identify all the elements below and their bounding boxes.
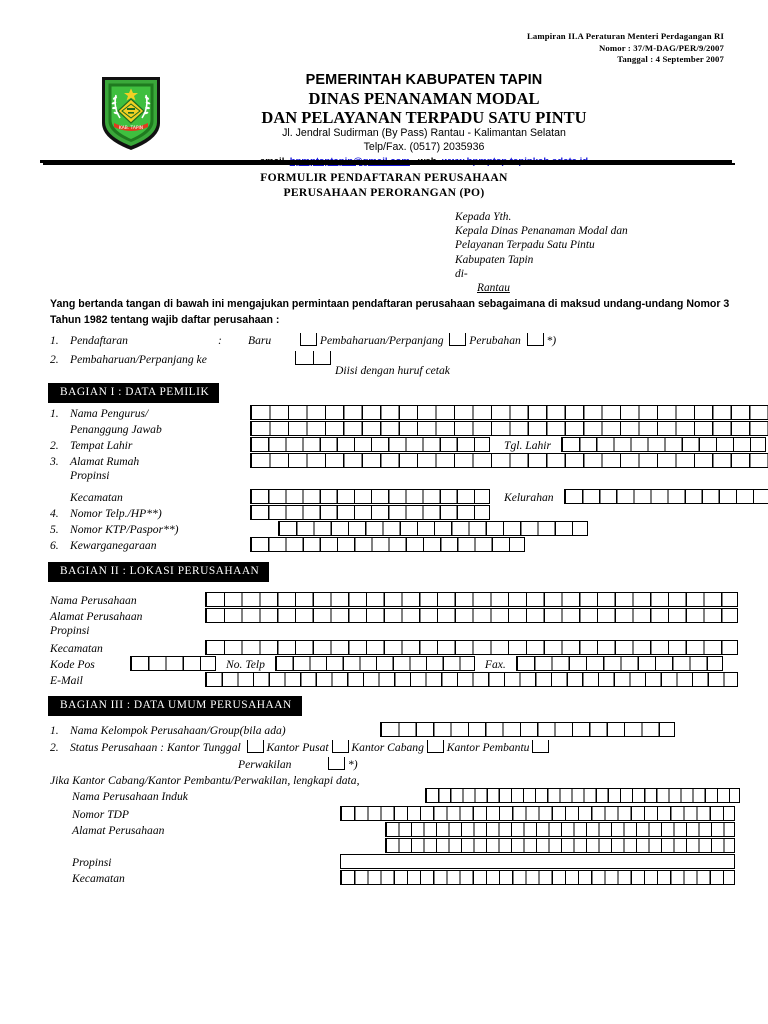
label-kelurahan: Kelurahan — [504, 491, 554, 504]
addressee-line-4: Kabupaten Tapin — [455, 253, 534, 266]
input-nama-perusahaan-induk[interactable] — [425, 788, 740, 803]
label-tempat-lahir: Tempat Lahir — [70, 439, 133, 452]
option-1-footmark: *) — [546, 334, 557, 347]
letterhead-address: Jl. Jendral Sudirman (By Pass) Rantau - Kalimantan Selatan — [282, 127, 566, 139]
form-row-nama-pengurus — [50, 405, 768, 421]
section-3-item-1-number: 1. — [50, 724, 59, 737]
letterhead-line-2: DINAS PENANAMAN MODAL — [308, 89, 540, 108]
company-status-label: Status Perusahaan : — [70, 741, 165, 754]
label-nama-pengurus: Nama Pengurus/ — [70, 407, 149, 420]
letterhead — [40, 72, 728, 160]
label-propinsi: Propinsi — [50, 624, 90, 637]
checkbox-pembaharuan[interactable] — [449, 333, 466, 346]
checkbox-kantor-pusat[interactable] — [332, 740, 349, 753]
form-row-nama-perusahaan — [50, 592, 738, 608]
label-penanggung-jawab: Penanggung Jawab — [70, 423, 162, 436]
status-perwakilan-label: Perwakilan — [238, 758, 292, 771]
input-fax[interactable] — [516, 656, 723, 671]
reference-line-3: Tanggal : 4 September 2007 — [617, 54, 724, 64]
form-row-penanggung-jawab — [50, 421, 768, 437]
form-row-kewarganegaraan — [50, 537, 525, 553]
option-pembaharuan-label: Pembaharuan/Perpanjang — [319, 334, 444, 347]
input-tempat-lahir[interactable] — [250, 437, 490, 452]
input-nomor-telp-hp[interactable] — [250, 505, 490, 520]
input-alamat-perusahaan[interactable] — [205, 608, 738, 623]
form-row-kode-pos — [50, 656, 723, 672]
label-kewarganegaraan: Kewarganegaraan — [70, 539, 157, 552]
letterhead-line-1: PEMERINTAH KABUPATEN TAPIN — [305, 72, 543, 88]
regulation-reference — [527, 31, 724, 66]
form-row-tempat-lahir — [50, 437, 766, 453]
row-number: 1. — [50, 407, 59, 420]
label-alamat-rumah: Alamat Rumah — [70, 455, 140, 468]
row-number: 3. — [50, 455, 59, 468]
company-group-input[interactable] — [380, 722, 675, 737]
input-continuation[interactable] — [385, 838, 735, 853]
label-propinsi: Propinsi — [70, 469, 110, 482]
form-row-alamat-perusahaan — [50, 608, 738, 624]
label-alamat-perusahaan: Alamat Perusahaan — [72, 824, 165, 837]
option-2-number: 2. — [50, 353, 59, 366]
header-divider — [40, 160, 728, 166]
form-row-propinsi — [72, 854, 735, 870]
input-kecamatan[interactable] — [205, 640, 738, 655]
addressee-line-5: di- — [455, 267, 468, 280]
section-1-header: BAGIAN I : DATA PEMILIK — [48, 383, 219, 403]
status-kantor-cabang-label: Kantor Cabang — [351, 741, 424, 754]
label-kode-pos: Kode Pos — [50, 658, 95, 671]
section-3-header: BAGIAN III : DATA UMUM PERUSAHAAN — [48, 696, 302, 716]
kabupaten-tapin-seal-icon — [98, 73, 164, 153]
label-nomor-ktp-paspor: Nomor KTP/Paspor**) — [70, 523, 179, 536]
form-row-continuation — [72, 838, 735, 854]
form-row-nama-perusahaan-induk — [72, 788, 740, 804]
reference-line-2: Nomor : 37/M-DAG/PER/9/2007 — [598, 42, 724, 53]
addressee-line-3: Pelayanan Terpadu Satu Pintu — [455, 239, 595, 252]
input-penanggung-jawab[interactable] — [250, 421, 768, 436]
form-title-line-1: FORMULIR PENDAFTARAN PERUSAHAAN — [260, 171, 508, 184]
input-e-mail[interactable] — [205, 672, 738, 687]
print-instruction-note: Diisi dengan huruf cetak — [335, 364, 450, 377]
registration-type-row — [50, 333, 556, 348]
status-kantor-pusat-label: Kantor Pusat — [266, 741, 329, 754]
section-3-footmark: *) — [347, 758, 358, 771]
input-kode-pos[interactable] — [130, 656, 216, 671]
option-1-label: Pendaftaran — [70, 334, 128, 347]
label-nama-perusahaan-induk: Nama Perusahaan Induk — [72, 790, 188, 803]
status-kantor-tunggal-label: Kantor Tunggal — [166, 741, 241, 754]
form-row-nomor-tdp — [72, 806, 735, 822]
row-number: 5. — [50, 523, 59, 536]
option-perubahan-label: Perubahan — [469, 334, 521, 347]
input-propinsi[interactable] — [340, 854, 735, 869]
label-fax: Fax. — [484, 658, 506, 671]
option-baru-label: Baru — [248, 334, 272, 347]
label-kecamatan: Kecamatan — [70, 491, 123, 504]
renewal-count-row — [50, 351, 331, 367]
input-nama-perusahaan[interactable] — [205, 592, 738, 607]
svg-text:KAB. TAPIN: KAB. TAPIN — [118, 126, 144, 131]
section-2-header: BAGIAN II : LOKASI PERUSAHAAN — [48, 562, 269, 582]
row-number: 4. — [50, 507, 59, 520]
label-kecamatan: Kecamatan — [50, 642, 103, 655]
company-status-row — [50, 740, 549, 755]
input-kewarganegaraan[interactable] — [250, 537, 525, 552]
input-kelurahan[interactable] — [564, 489, 768, 504]
input-nomor-ktp-paspor[interactable] — [278, 521, 588, 536]
label-nomor-telp-hp: Nomor Telp./HP**) — [70, 507, 162, 520]
row-number: 6. — [50, 539, 59, 552]
label-alamat-perusahaan: Alamat Perusahaan — [50, 610, 143, 623]
addressee-line-2: Kepala Dinas Penanaman Modal dan — [455, 225, 628, 238]
form-row-propinsi — [50, 469, 200, 483]
input-no-telp[interactable] — [275, 656, 475, 671]
label-no-telp: No. Telp — [226, 658, 265, 671]
form-title — [40, 170, 728, 200]
label-tgl-lahir: Tgl. Lahir — [504, 439, 552, 452]
form-row-propinsi — [50, 624, 205, 638]
intro-paragraph: Yang bertanda tangan di bawah ini mengajukan permintaan pendaftaran perusahaan sebagaimana di maksud undang-undang Nomor 3 Tahun 1982 tentang wajib daftar perusahaan : — [50, 298, 730, 326]
company-status-row-2 — [238, 757, 358, 772]
form-row-kecamatan — [50, 489, 768, 505]
option-2-label: Pembaharuan/Perpanjang ke — [70, 353, 207, 366]
input-nama-pengurus[interactable] — [250, 405, 768, 420]
checkbox-kantor-tunggal[interactable] — [247, 740, 264, 753]
form-row-e-mail — [50, 672, 738, 688]
label-kecamatan: Kecamatan — [72, 872, 125, 885]
form-row-alamat-rumah — [50, 453, 768, 469]
input-kecamatan[interactable] — [250, 489, 490, 504]
label-nama-perusahaan: Nama Perusahaan — [50, 594, 137, 607]
renewal-count-field[interactable] — [295, 351, 331, 365]
input-tgl-lahir[interactable] — [561, 437, 766, 452]
input-nomor-tdp[interactable] — [340, 806, 735, 821]
checkbox-perwakilan[interactable] — [328, 757, 345, 770]
status-kantor-pembantu-label: Kantor Pembantu — [446, 741, 530, 754]
branch-instruction-note: Jika Kantor Cabang/Kantor Pembantu/Perwakilan, lengkapi data, — [50, 774, 360, 787]
label-e-mail: E-Mail — [50, 674, 83, 687]
option-1-colon: : — [218, 334, 222, 347]
reference-line-1: Lampiran II.A Peraturan Menteri Perdagangan RI — [526, 31, 724, 41]
input-alamat-perusahaan[interactable] — [385, 822, 735, 837]
checkbox-kantor-cabang[interactable] — [427, 740, 444, 753]
input-kecamatan[interactable] — [340, 870, 735, 885]
label-propinsi: Propinsi — [72, 856, 112, 869]
checkbox-perubahan[interactable] — [527, 333, 544, 346]
form-row-alamat-perusahaan — [72, 822, 735, 838]
section-3-item-2-number: 2. — [50, 741, 59, 754]
addressee-block — [455, 210, 628, 295]
form-row-nomor-ktp-paspor — [50, 521, 588, 537]
row-number: 2. — [50, 439, 59, 452]
company-group-label: Nama Kelompok Perusahaan/Group(bila ada) — [70, 724, 286, 737]
checkbox-kantor-pembantu[interactable] — [532, 740, 549, 753]
letterhead-line-3: DAN PELAYANAN TERPADU SATU PINTU — [261, 108, 587, 127]
option-1-number: 1. — [50, 334, 59, 347]
form-row-kecamatan — [50, 640, 738, 656]
company-group-row — [50, 722, 675, 738]
addressee-city: Rantau — [477, 282, 510, 295]
input-alamat-rumah[interactable] — [250, 453, 768, 468]
form-row-kecamatan — [72, 870, 735, 886]
form-row-nomor-telp-hp — [50, 505, 490, 521]
checkbox-baru[interactable] — [300, 333, 317, 346]
letterhead-phone: Telp/Fax. (0517) 2035936 — [363, 140, 485, 153]
form-title-line-2: PERUSAHAAN PERORANGAN (PO) — [283, 186, 485, 199]
addressee-line-1: Kepada Yth. — [455, 211, 512, 223]
label-nomor-tdp: Nomor TDP — [72, 808, 130, 821]
